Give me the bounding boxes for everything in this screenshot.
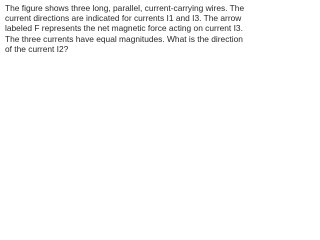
question-line: labeled F represents the net magnetic force acting on current I3. [5, 23, 243, 34]
question-text [5, 3, 260, 54]
question-line: The figure shows three long, parallel, current-carrying wires. The [5, 3, 245, 13]
question-line: of the current I2? [5, 43, 69, 54]
question-line: current directions are indicated for currents I1 and I3. The arrow [5, 13, 242, 24]
question-line: The three currents have equal magnitudes. What is the direction [5, 33, 243, 44]
